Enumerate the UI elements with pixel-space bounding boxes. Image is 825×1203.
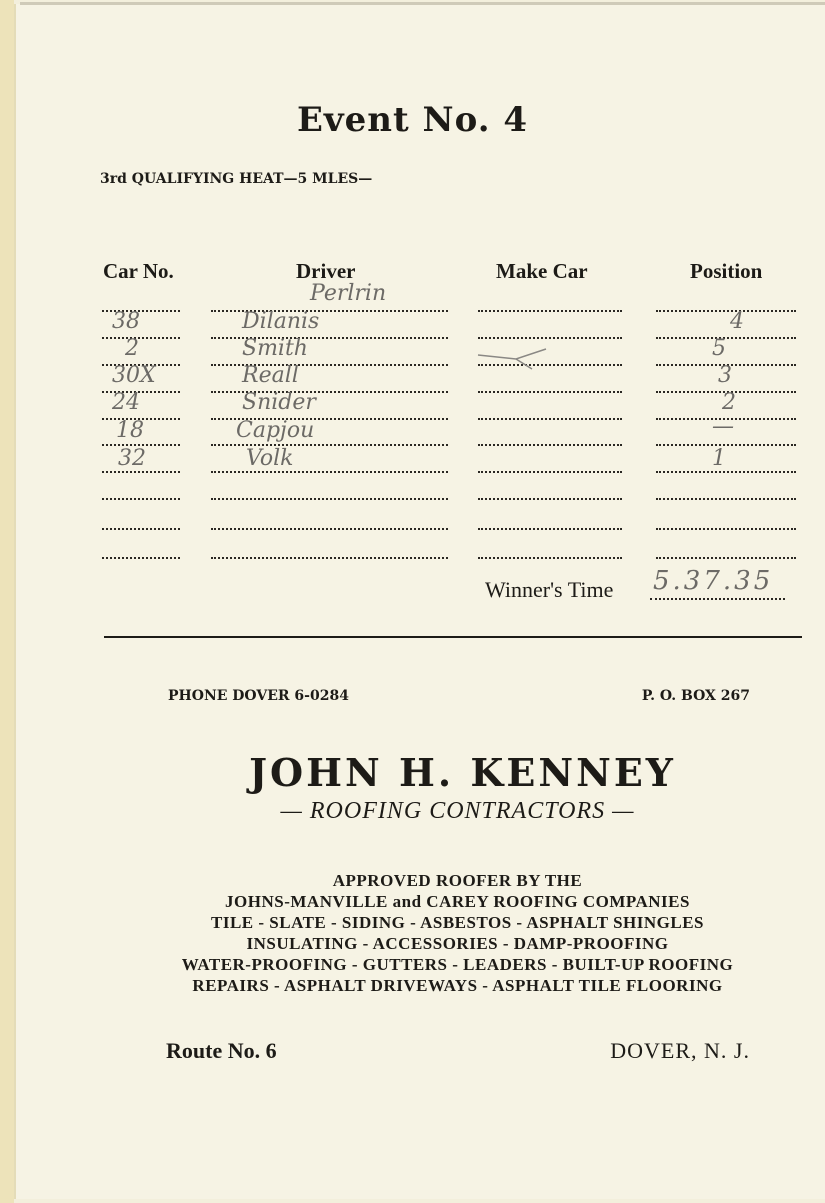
entry-line — [656, 310, 796, 312]
header-car-no: Car No. — [103, 259, 174, 283]
position-entry: 4 — [730, 309, 744, 334]
header-make-car: Make Car — [496, 259, 588, 283]
driver-entry: Perlrin — [310, 281, 387, 306]
driver-entry: Reall — [242, 363, 299, 388]
entry-line — [102, 471, 180, 473]
position-entry: 1 — [712, 446, 726, 471]
car-no-entry: 18 — [116, 418, 144, 443]
entry-line — [102, 498, 180, 500]
entry-line — [102, 557, 180, 559]
service-line: INSULATING - ACCESSORIES - DAMP-PROOFING — [246, 934, 669, 953]
entry-line — [211, 528, 448, 530]
section-divider — [104, 636, 802, 638]
entry-line — [211, 498, 448, 500]
car-no-entry: 24 — [112, 390, 140, 415]
entry-line — [656, 471, 796, 473]
entry-line — [478, 391, 622, 393]
pen-check-mark — [476, 345, 556, 375]
car-no-entry: 32 — [118, 446, 146, 471]
phone-number: PHONE DOVER 6-0284 — [168, 688, 349, 704]
entry-line — [478, 471, 622, 473]
po-box: P. O. BOX 267 — [641, 688, 750, 704]
service-line: WATER-PROOFING - GUTTERS - LEADERS - BUILT-UP ROOFING — [181, 955, 734, 974]
driver-entry: Volk — [246, 446, 294, 471]
service-line: JOHNS-MANVILLE and CAREY ROOFING COMPANIES — [225, 892, 690, 911]
page-edge — [0, 0, 14, 1203]
position-entry: — — [712, 414, 734, 439]
services-list — [0, 870, 825, 996]
entry-line — [656, 498, 796, 500]
entry-line — [478, 557, 622, 559]
car-no-entry: 2 — [125, 336, 139, 361]
entry-line — [478, 498, 622, 500]
route-address: Route No. 6 — [166, 1038, 277, 1063]
driver-entry: Smith — [242, 336, 308, 361]
entry-line — [656, 337, 796, 339]
winners-time-line — [650, 598, 785, 600]
winners-time-value: 5.37.35 — [653, 566, 774, 596]
position-entry: 2 — [722, 390, 736, 415]
header-position: Position — [690, 259, 763, 283]
position-entry: 3 — [718, 363, 732, 388]
entry-line — [656, 444, 796, 446]
event-title: Event No. 4 — [296, 100, 529, 140]
service-line: APPROVED ROOFER BY THE — [332, 871, 583, 890]
event-subtitle: 3rd QUALIFYING HEAT—5 MLES— — [100, 171, 373, 187]
entry-line — [211, 557, 448, 559]
car-no-entry: 30X — [112, 363, 156, 388]
entry-line — [478, 444, 622, 446]
driver-entry: Dilanis — [242, 309, 320, 334]
entry-line — [478, 337, 622, 339]
service-line: TILE - SLATE - SIDING - ASBESTOS - ASPHALT SHINGLES — [210, 913, 705, 932]
winners-time-label: Winner's Time — [485, 577, 614, 602]
page-top-edge — [20, 2, 825, 5]
entry-line — [656, 528, 796, 530]
service-line: REPAIRS - ASPHALT DRIVEWAYS - ASPHALT TILE FLOORING — [192, 976, 723, 995]
entry-line — [478, 528, 622, 530]
entry-line — [478, 310, 622, 312]
company-name: JOHN H. KENNEY — [249, 750, 676, 795]
car-no-entry: 38 — [112, 309, 140, 334]
entry-line — [478, 418, 622, 420]
entry-line — [102, 528, 180, 530]
driver-entry: Capjou — [236, 418, 315, 443]
entry-line — [211, 471, 448, 473]
company-tagline: — ROOFING CONTRACTORS — — [280, 798, 635, 824]
position-entry: 5 — [712, 336, 726, 361]
entry-line — [656, 557, 796, 559]
entry-line — [102, 337, 180, 339]
city-address: DOVER, N. J. — [610, 1038, 750, 1063]
driver-entry: Snider — [242, 390, 316, 415]
header-driver: Driver — [296, 259, 356, 283]
